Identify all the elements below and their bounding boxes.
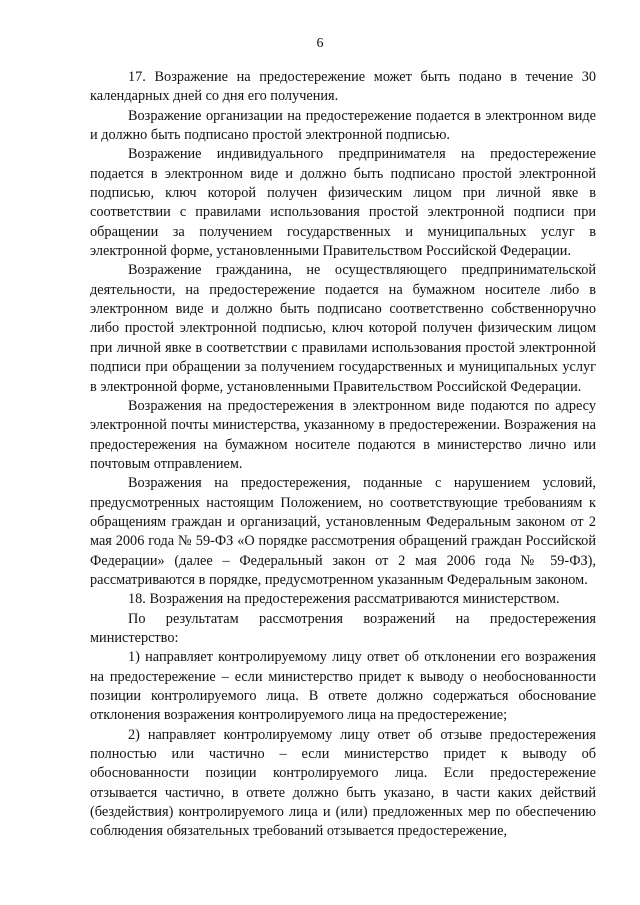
paragraph-entrepreneur-objection: Возражение индивидуального предпринимателя на предостережение подается в электронном виде и должно быть подписано простой электронной подписью, ключ которой получен физическим лицом при личной явке в соответствии с правилами использования простой электронной подписи при обращении за получением государственных и муниципальных услуг в электронной форме, установленными Правительством Российской Федерации. bbox=[90, 146, 596, 260]
paragraph-17: 17. Возражение на предостережение может быть подано в течение 30 календарных дней со дня его получения. bbox=[90, 69, 596, 105]
paragraph-18: 18. Возражения на предостережения рассматриваются министерством. bbox=[128, 591, 560, 608]
paragraph-item-1: 1) направляет контролируемому лицу ответ об отклонении его возражения на предостережение – если министерство придет к выводу о необоснованности позиции контролируемого лица. В ответе должно содержаться обоснование отклонения возражения контролируемого лица на предостережение; bbox=[90, 649, 596, 724]
paragraph-organization-objection: Возражение организации на предостережение подается в электронном виде и должно быть подписано простой электронной подписью. bbox=[90, 107, 596, 144]
paragraph-submission-method: Возражения на предостережения в электронном виде подаются по адресу электронной почты министерства, указанному в предостережении. Возражения на предостережения на бумажном носителе подаются в министерство лично или почтовым отправлением. bbox=[90, 397, 596, 472]
document-body bbox=[90, 68, 596, 842]
page-number: 6 bbox=[316, 36, 324, 51]
paragraph-citizen-objection: Возражение гражданина, не осуществляющего предпринимательской деятельности, на предостережение подается на бумажном носителе либо в электронном виде и должно быть подписано соответственно собственноручно либо простой электронной подписью, ключ которой получен физическим лицом при личной явке в соответствии с правилами использования простой электронной подписи при обращении за получением государственных и муниципальных услуг в электронной форме, установленными Правительством Российской Федерации. bbox=[90, 262, 596, 395]
paragraph-review-results: По результатам рассмотрения возражений на предостережения министерство: bbox=[90, 610, 596, 646]
paragraph-violations: Возражения на предостережения, поданные с нарушением условий, предусмотренных настоящим Положением, но соответствующие требованиям к обращениям граждан и организаций, установленным Федеральным законом от 2 мая 2006 года № 59-ФЗ «О порядке рассмотрения обращений граждан Российской Федерации» (далее – Федеральный закон от 2 мая 2006 года № 59-ФЗ), рассматриваются в порядке, предусмотренном указанным Федеральным законом. bbox=[90, 475, 596, 588]
paragraph-item-2: 2) направляет контролируемому лицу ответ об отзыве предостережения полностью или частично – если министерство придет к выводу об обоснованности позиции контролируемого лица. Если предостережение отзывается частично, в ответе должно быть указано, в части каких действий (бездействия) контролируемого лица и (или) предложенных мер по обеспечению соблюдения обязательных требований отзывается предостережение, bbox=[90, 726, 596, 840]
